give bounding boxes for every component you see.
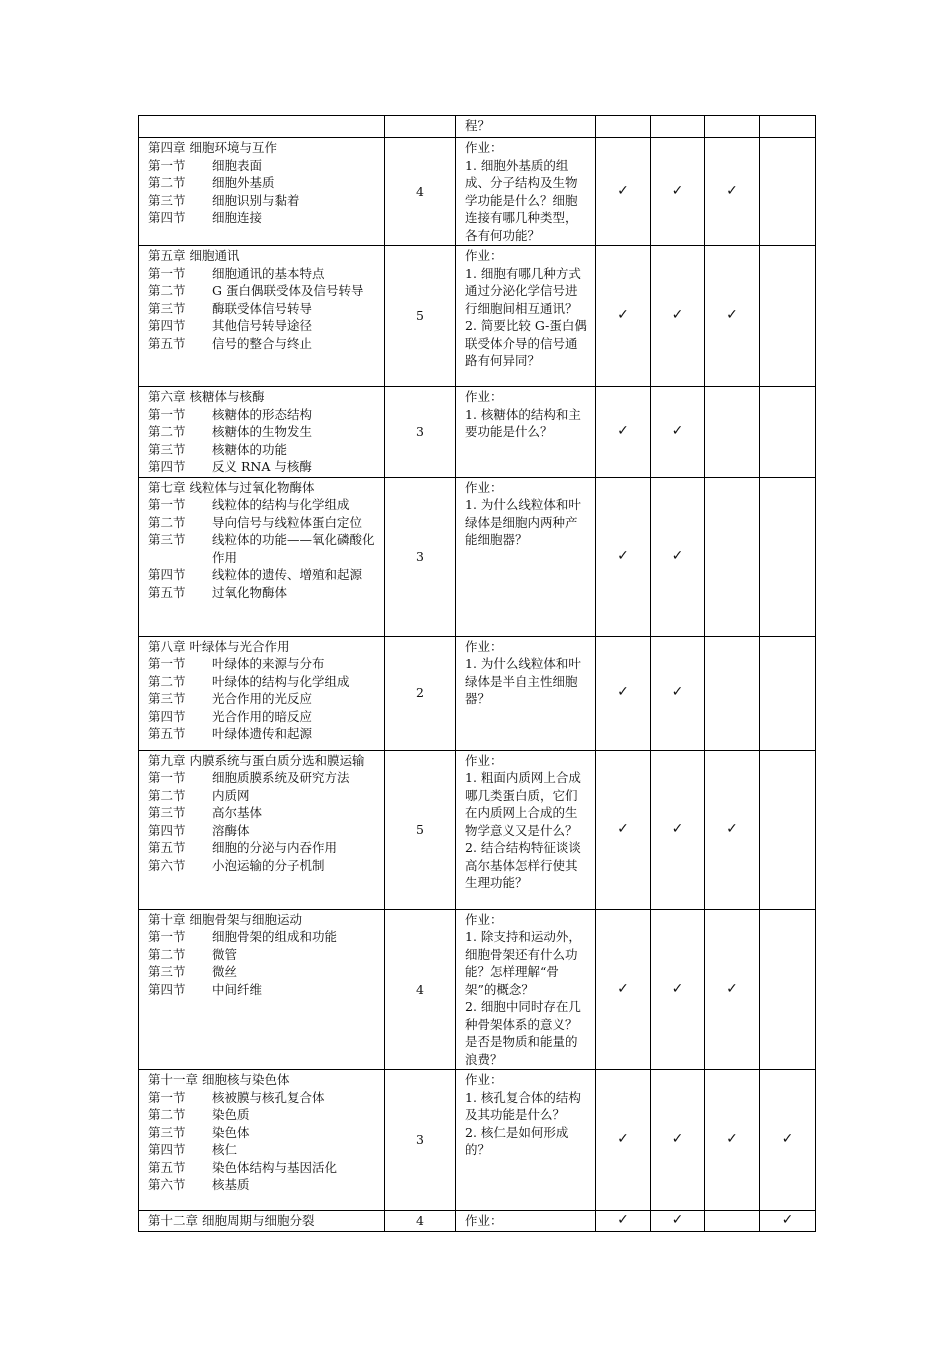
section-title: 叶绿体遗传和起源 <box>212 726 313 741</box>
hours-cell: 3 <box>385 387 456 478</box>
section-title: 线粒体的结构与化学组成 <box>212 497 350 512</box>
section-item <box>148 566 380 584</box>
section-title: 内质网 <box>212 787 250 803</box>
section-number: 第一节 <box>148 1089 186 1105</box>
section-title: 小泡运输的分子机制 <box>212 857 325 873</box>
section-title: 细胞识别与黏着 <box>212 192 300 208</box>
check-mark-icon: ✓ <box>596 909 651 1070</box>
hours-cell: 4 <box>385 138 456 246</box>
homework-cell <box>456 477 596 636</box>
section-number: 第一节 <box>148 656 186 671</box>
empty-check-cell <box>760 909 816 1070</box>
check-mark-icon: ✓ <box>651 246 705 387</box>
homework-line: 作业： <box>465 1072 503 1087</box>
section-number: 第四节 <box>148 708 186 724</box>
empty-check-cell <box>705 387 760 478</box>
section-number: 第五节 <box>148 726 186 741</box>
homework-line: 1. 核孔复合体的结构及其功能是什么？ <box>465 1089 581 1122</box>
section-item <box>148 839 380 857</box>
check-mark-icon: ✓ <box>760 1211 816 1232</box>
check-mark-icon: ✓ <box>596 246 651 387</box>
section-title: 微丝 <box>212 964 238 979</box>
section-item <box>148 708 380 726</box>
section-title: 细胞外基质 <box>212 175 275 190</box>
chapter-cell <box>139 246 385 387</box>
section-item <box>148 192 380 210</box>
chapter-title: 第六章 核糖体与核酶 <box>148 389 265 404</box>
homework-cell <box>456 387 596 478</box>
section-number: 第四节 <box>148 567 186 582</box>
homework-cell <box>456 909 596 1070</box>
section-item <box>148 584 380 602</box>
check-mark-icon: ✓ <box>596 1211 651 1232</box>
section-number: 第三节 <box>148 964 186 979</box>
section-title: 酶联受体信号转导 <box>212 300 313 316</box>
check-mark-icon: ✓ <box>705 246 760 387</box>
section-title: 高尔基体 <box>212 805 263 820</box>
check-mark-icon: ✓ <box>705 1070 760 1211</box>
empty-check-cell <box>596 116 651 138</box>
section-number: 第一节 <box>148 929 186 944</box>
section-number: 第三节 <box>148 691 186 706</box>
empty-check-cell <box>760 246 816 387</box>
empty-check-cell <box>760 116 816 138</box>
table-row <box>139 387 816 478</box>
section-title: 信号的整合与终止 <box>212 335 313 351</box>
section-number: 第四节 <box>148 981 186 997</box>
chapter-cell <box>139 1211 385 1232</box>
section-item <box>148 406 380 424</box>
table-row <box>139 1070 816 1211</box>
homework-line: 2. 结合结构特征谈谈高尔基体怎样行使其生理功能？ <box>465 840 581 890</box>
section-number: 第二节 <box>148 673 186 689</box>
check-mark-icon: ✓ <box>651 1211 705 1232</box>
section-title: 溶酶体 <box>212 822 250 838</box>
section-item <box>148 769 380 787</box>
section-number: 第五节 <box>148 1159 186 1175</box>
homework-cell <box>456 1070 596 1211</box>
homework-cell <box>456 636 596 750</box>
hours-cell: 2 <box>385 636 456 750</box>
section-title: 染色质 <box>212 1107 250 1122</box>
table-row <box>139 116 816 138</box>
section-number: 第一节 <box>148 265 186 281</box>
homework-line: 1. 细胞外基质的组成、分子结构及生物学功能是什么？细胞连接有哪几种类型，各有何功能？ <box>465 157 578 243</box>
homework-line: 2. 核仁是如何形成的？ <box>465 1124 569 1157</box>
homework-cell <box>456 138 596 246</box>
check-mark-icon: ✓ <box>596 750 651 909</box>
empty-check-cell <box>705 1211 760 1232</box>
check-mark-icon: ✓ <box>596 138 651 246</box>
empty-check-cell <box>760 387 816 478</box>
section-number: 第二节 <box>148 283 186 298</box>
section-item <box>148 174 380 192</box>
section-number: 第四节 <box>148 318 186 333</box>
chapter-title: 第十一章 细胞核与染色体 <box>148 1072 290 1087</box>
section-number: 第一节 <box>148 406 186 422</box>
section-item <box>148 963 380 981</box>
section-number: 第三节 <box>148 192 186 208</box>
section-title: 光合作用的光反应 <box>212 691 313 706</box>
chapter-title: 第四章 细胞环境与互作 <box>148 140 277 155</box>
chapter-cell <box>139 750 385 909</box>
section-title: G 蛋白偶联受体及信号转导 <box>212 283 364 298</box>
table-row <box>139 636 816 750</box>
section-title: 细胞连接 <box>212 210 263 225</box>
section-item <box>148 458 380 476</box>
section-title: 光合作用的暗反应 <box>212 708 313 724</box>
check-mark-icon: ✓ <box>596 477 651 636</box>
chapter-title: 第八章 叶绿体与光合作用 <box>148 638 290 654</box>
homework-line: 1. 细胞有哪几种方式通过分泌化学信号进行细胞间相互通讯？ <box>465 265 581 316</box>
section-number: 第三节 <box>148 300 186 316</box>
section-item <box>148 531 380 566</box>
section-item <box>148 655 380 673</box>
section-item <box>148 928 380 946</box>
section-title: 其他信号转导途径 <box>212 318 313 333</box>
section-number: 第二节 <box>148 787 186 803</box>
empty-check-cell <box>760 750 816 909</box>
section-number: 第四节 <box>148 459 186 474</box>
chapter-title: 第十章 细胞骨架与细胞运动 <box>148 911 302 927</box>
section-item <box>148 946 380 964</box>
homework-line: 作业： <box>465 1213 503 1228</box>
homework-line: 1. 除支持和运动外，细胞骨架还有什么功能？怎样理解“骨架”的概念？ <box>465 929 581 997</box>
check-mark-icon: ✓ <box>651 387 705 478</box>
section-title: 核糖体的形态结构 <box>212 406 313 422</box>
section-item <box>148 804 380 822</box>
homework-line: 作业： <box>465 911 503 927</box>
homework-line: 1. 为什么线粒体和叶绿体是半自主性细胞器？ <box>465 656 581 706</box>
section-number: 第三节 <box>148 441 186 457</box>
homework-line: 作业： <box>465 389 503 404</box>
section-title: 微管 <box>212 946 238 962</box>
section-title: 叶绿体的来源与分布 <box>212 656 325 671</box>
section-item <box>148 981 380 999</box>
homework-cell <box>456 116 596 138</box>
check-mark-icon: ✓ <box>651 750 705 909</box>
table-row <box>139 750 816 909</box>
section-title: 核糖体的功能 <box>212 441 288 457</box>
section-title: 染色体结构与基因活化 <box>212 1159 338 1175</box>
section-item <box>148 335 380 353</box>
homework-line: 1. 核糖体的结构和主要功能是什么？ <box>465 406 581 439</box>
section-item <box>148 690 380 708</box>
section-number: 第五节 <box>148 840 186 855</box>
table-row <box>139 138 816 246</box>
check-mark-icon: ✓ <box>651 636 705 750</box>
empty-check-cell <box>705 477 760 636</box>
section-item <box>148 441 380 459</box>
check-mark-icon: ✓ <box>651 909 705 1070</box>
chapter-title: 第十二章 细胞周期与细胞分裂 <box>148 1213 315 1228</box>
section-title: 细胞通讯的基本特点 <box>212 265 325 281</box>
section-title: 细胞骨架的组成和功能 <box>212 929 338 944</box>
section-title: 核糖体的生物发生 <box>212 424 313 439</box>
section-item <box>148 787 380 805</box>
homework-line: 2. 细胞中同时存在几种骨架体系的意义？是否是物质和能量的浪费？ <box>465 999 581 1067</box>
chapter-cell <box>139 477 385 636</box>
homework-line: 作业： <box>465 479 503 495</box>
hours-cell: 5 <box>385 246 456 387</box>
section-item <box>148 1089 380 1107</box>
table-row <box>139 1211 816 1232</box>
section-number: 第六节 <box>148 1177 186 1192</box>
empty-check-cell <box>760 138 816 246</box>
chapter-title: 第五章 细胞通讯 <box>148 248 240 263</box>
section-title: 染色体 <box>212 1124 250 1140</box>
chapter-cell <box>139 636 385 750</box>
chapter-cell <box>139 138 385 246</box>
section-number: 第四节 <box>148 1142 186 1157</box>
section-number: 第三节 <box>148 532 186 547</box>
hours-cell: 3 <box>385 1070 456 1211</box>
check-mark-icon: ✓ <box>651 138 705 246</box>
check-mark-icon: ✓ <box>651 1070 705 1211</box>
section-item <box>148 209 380 227</box>
section-title: 线粒体的功能——氧化磷酸化作用 <box>212 532 375 565</box>
hours-cell <box>385 116 456 138</box>
empty-check-cell <box>760 477 816 636</box>
check-mark-icon: ✓ <box>596 636 651 750</box>
homework-line: 作业： <box>465 638 503 654</box>
check-mark-icon: ✓ <box>760 1070 816 1211</box>
section-item <box>148 265 380 283</box>
section-item <box>148 857 380 875</box>
check-mark-icon: ✓ <box>705 138 760 246</box>
homework-cell <box>456 1211 596 1232</box>
section-item <box>148 1124 380 1142</box>
section-item <box>148 1106 380 1124</box>
check-mark-icon: ✓ <box>705 750 760 909</box>
check-mark-icon: ✓ <box>705 909 760 1070</box>
section-title: 过氧化物酶体 <box>212 584 288 600</box>
section-number: 第二节 <box>148 1107 186 1122</box>
table-row <box>139 909 816 1070</box>
homework-line: 1. 为什么线粒体和叶绿体是细胞内两种产能细胞器？ <box>465 497 581 547</box>
check-mark-icon: ✓ <box>651 477 705 636</box>
section-item <box>148 423 380 441</box>
empty-check-cell <box>760 636 816 750</box>
section-title: 细胞质膜系统及研究方法 <box>212 770 350 785</box>
hours-cell: 4 <box>385 1211 456 1232</box>
section-number: 第二节 <box>148 175 186 190</box>
section-number: 第一节 <box>148 770 186 785</box>
empty-check-cell <box>705 636 760 750</box>
section-item <box>148 822 380 840</box>
homework-line: 2. 简要比较 G-蛋白偶联受体介导的信号通路有何异同？ <box>465 318 587 368</box>
section-number: 第一节 <box>148 157 186 173</box>
section-title: 中间纤维 <box>212 981 263 997</box>
section-item <box>148 673 380 691</box>
homework-line: 作业： <box>465 248 503 263</box>
section-title: 叶绿体的结构与化学组成 <box>212 673 350 689</box>
table-row <box>139 477 816 636</box>
chapter-title: 第七章 线粒体与过氧化物酶体 <box>148 479 315 495</box>
chapter-title: 第九章 内膜系统与蛋白质分选和膜运输 <box>148 752 365 768</box>
homework-line: 作业： <box>465 140 503 155</box>
empty-check-cell <box>651 116 705 138</box>
section-item <box>148 317 380 335</box>
homework-line: 作业： <box>465 752 503 768</box>
section-number: 第三节 <box>148 805 186 820</box>
section-item <box>148 1159 380 1177</box>
chapter-cell <box>139 116 385 138</box>
chapter-cell <box>139 387 385 478</box>
section-number: 第三节 <box>148 1124 186 1140</box>
table-row <box>139 246 816 387</box>
check-mark-icon: ✓ <box>596 387 651 478</box>
hours-cell: 4 <box>385 909 456 1070</box>
section-item <box>148 300 380 318</box>
homework-cell <box>456 246 596 387</box>
section-item <box>148 157 380 175</box>
section-number: 第一节 <box>148 497 186 512</box>
empty-check-cell <box>705 116 760 138</box>
homework-line: 程？ <box>465 118 491 133</box>
homework-line: 1. 粗面内质网上合成哪几类蛋白质，它们在内质网上合成的生物学意义又是什么？ <box>465 770 581 838</box>
section-title: 核被膜与核孔复合体 <box>212 1089 325 1105</box>
section-title: 核仁 <box>212 1142 238 1157</box>
section-item <box>148 282 380 300</box>
section-number: 第四节 <box>148 210 186 225</box>
section-title: 核基质 <box>212 1177 250 1192</box>
section-number: 第五节 <box>148 584 186 600</box>
section-number: 第二节 <box>148 946 186 962</box>
check-mark-icon: ✓ <box>596 1070 651 1211</box>
hours-cell: 3 <box>385 477 456 636</box>
syllabus-table <box>138 115 816 1232</box>
hours-cell: 5 <box>385 750 456 909</box>
section-item <box>148 1176 380 1194</box>
section-number: 第五节 <box>148 335 186 351</box>
section-number: 第二节 <box>148 424 186 439</box>
section-item <box>148 1141 380 1159</box>
section-item <box>148 725 380 743</box>
section-number: 第四节 <box>148 822 186 838</box>
section-title: 导向信号与线粒体蛋白定位 <box>212 514 363 530</box>
section-number: 第二节 <box>148 514 186 530</box>
chapter-cell <box>139 909 385 1070</box>
section-title: 线粒体的遗传、增殖和起源 <box>212 567 363 582</box>
chapter-cell <box>139 1070 385 1211</box>
section-title: 反义 RNA 与核酶 <box>212 459 312 474</box>
section-item <box>148 514 380 532</box>
section-item <box>148 496 380 514</box>
section-title: 细胞表面 <box>212 157 263 173</box>
section-number: 第六节 <box>148 857 186 873</box>
section-title: 细胞的分泌与内吞作用 <box>212 840 338 855</box>
homework-cell <box>456 750 596 909</box>
